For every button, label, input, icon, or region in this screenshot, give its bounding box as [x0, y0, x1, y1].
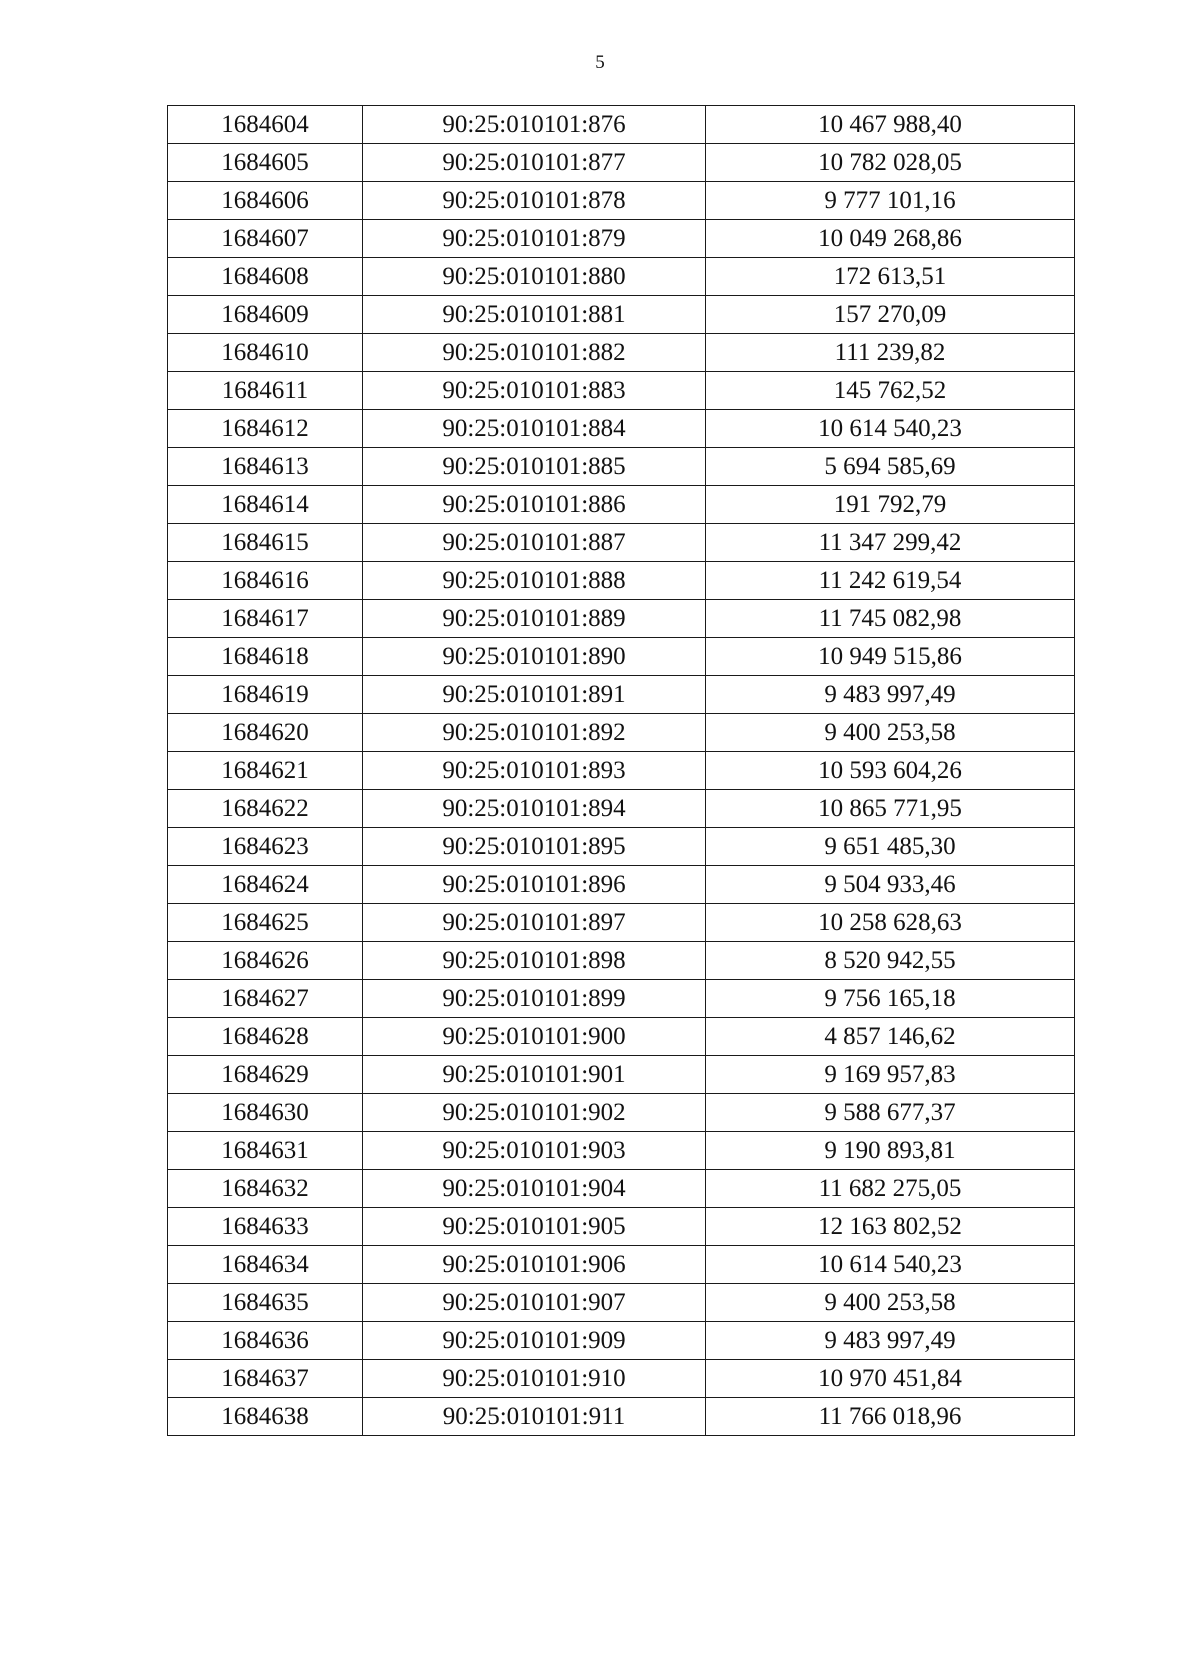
- row-id-cell: 1684616: [168, 562, 363, 600]
- row-id-cell: 1684627: [168, 980, 363, 1018]
- value-cell: 9 483 997,49: [706, 1322, 1075, 1360]
- cadastral-number-cell: 90:25:010101:879: [363, 220, 706, 258]
- table-row: [168, 942, 1075, 980]
- cadastral-number-cell: 90:25:010101:906: [363, 1246, 706, 1284]
- table-row: [168, 258, 1075, 296]
- cadastral-number-cell: 90:25:010101:903: [363, 1132, 706, 1170]
- row-id-cell: 1684630: [168, 1094, 363, 1132]
- row-id-cell: 1684626: [168, 942, 363, 980]
- cadastral-number-cell: 90:25:010101:886: [363, 486, 706, 524]
- value-cell: 9 777 101,16: [706, 182, 1075, 220]
- value-cell: 9 400 253,58: [706, 1284, 1075, 1322]
- cadastral-number-cell: 90:25:010101:897: [363, 904, 706, 942]
- value-cell: 191 792,79: [706, 486, 1075, 524]
- row-id-cell: 1684610: [168, 334, 363, 372]
- value-cell: 11 766 018,96: [706, 1398, 1075, 1436]
- value-cell: 111 239,82: [706, 334, 1075, 372]
- row-id-cell: 1684614: [168, 486, 363, 524]
- row-id-cell: 1684628: [168, 1018, 363, 1056]
- row-id-cell: 1684633: [168, 1208, 363, 1246]
- table-row: [168, 866, 1075, 904]
- cadastral-number-cell: 90:25:010101:889: [363, 600, 706, 638]
- row-id-cell: 1684624: [168, 866, 363, 904]
- value-cell: 10 970 451,84: [706, 1360, 1075, 1398]
- row-id-cell: 1684613: [168, 448, 363, 486]
- cadastral-number-cell: 90:25:010101:899: [363, 980, 706, 1018]
- cadastral-number-cell: 90:25:010101:900: [363, 1018, 706, 1056]
- table-row: [168, 1398, 1075, 1436]
- table-row: [168, 1018, 1075, 1056]
- table-row: [168, 1132, 1075, 1170]
- table-row: [168, 106, 1075, 144]
- row-id-cell: 1684631: [168, 1132, 363, 1170]
- value-cell: 145 762,52: [706, 372, 1075, 410]
- value-cell: 11 347 299,42: [706, 524, 1075, 562]
- cadastral-number-cell: 90:25:010101:876: [363, 106, 706, 144]
- value-cell: 10 782 028,05: [706, 144, 1075, 182]
- value-cell: 4 857 146,62: [706, 1018, 1075, 1056]
- cadastral-number-cell: 90:25:010101:890: [363, 638, 706, 676]
- table-row: [168, 1170, 1075, 1208]
- cadastral-number-cell: 90:25:010101:887: [363, 524, 706, 562]
- value-cell: 10 049 268,86: [706, 220, 1075, 258]
- table-row: [168, 448, 1075, 486]
- cadastral-number-cell: 90:25:010101:884: [363, 410, 706, 448]
- cadastral-number-cell: 90:25:010101:877: [363, 144, 706, 182]
- cadastral-number-cell: 90:25:010101:909: [363, 1322, 706, 1360]
- row-id-cell: 1684638: [168, 1398, 363, 1436]
- row-id-cell: 1684611: [168, 372, 363, 410]
- value-cell: 8 520 942,55: [706, 942, 1075, 980]
- cadastral-number-cell: 90:25:010101:907: [363, 1284, 706, 1322]
- value-cell: 9 190 893,81: [706, 1132, 1075, 1170]
- table-row: [168, 1360, 1075, 1398]
- table-row: [168, 980, 1075, 1018]
- value-cell: 157 270,09: [706, 296, 1075, 334]
- cadastral-number-cell: 90:25:010101:910: [363, 1360, 706, 1398]
- value-cell: 172 613,51: [706, 258, 1075, 296]
- row-id-cell: 1684634: [168, 1246, 363, 1284]
- value-cell: 10 949 515,86: [706, 638, 1075, 676]
- row-id-cell: 1684619: [168, 676, 363, 714]
- table-row: [168, 220, 1075, 258]
- row-id-cell: 1684612: [168, 410, 363, 448]
- value-cell: 11 682 275,05: [706, 1170, 1075, 1208]
- value-cell: 10 865 771,95: [706, 790, 1075, 828]
- table-row: [168, 486, 1075, 524]
- cadastral-number-cell: 90:25:010101:904: [363, 1170, 706, 1208]
- cadastral-number-cell: 90:25:010101:892: [363, 714, 706, 752]
- value-cell: 9 483 997,49: [706, 676, 1075, 714]
- value-cell: 10 614 540,23: [706, 410, 1075, 448]
- row-id-cell: 1684637: [168, 1360, 363, 1398]
- row-id-cell: 1684636: [168, 1322, 363, 1360]
- cadastral-number-cell: 90:25:010101:893: [363, 752, 706, 790]
- row-id-cell: 1684629: [168, 1056, 363, 1094]
- value-cell: 9 400 253,58: [706, 714, 1075, 752]
- row-id-cell: 1684621: [168, 752, 363, 790]
- row-id-cell: 1684617: [168, 600, 363, 638]
- table-row: [168, 904, 1075, 942]
- value-cell: 10 614 540,23: [706, 1246, 1075, 1284]
- table-row: [168, 714, 1075, 752]
- registry-table-body: [168, 106, 1075, 1436]
- table-row: [168, 372, 1075, 410]
- row-id-cell: 1684622: [168, 790, 363, 828]
- value-cell: 10 258 628,63: [706, 904, 1075, 942]
- cadastral-number-cell: 90:25:010101:898: [363, 942, 706, 980]
- table-row: [168, 828, 1075, 866]
- cadastral-number-cell: 90:25:010101:880: [363, 258, 706, 296]
- value-cell: 9 504 933,46: [706, 866, 1075, 904]
- table-row: [168, 1094, 1075, 1132]
- cadastral-number-cell: 90:25:010101:878: [363, 182, 706, 220]
- row-id-cell: 1684615: [168, 524, 363, 562]
- cadastral-number-cell: 90:25:010101:896: [363, 866, 706, 904]
- row-id-cell: 1684618: [168, 638, 363, 676]
- value-cell: 5 694 585,69: [706, 448, 1075, 486]
- value-cell: 10 593 604,26: [706, 752, 1075, 790]
- cadastral-number-cell: 90:25:010101:905: [363, 1208, 706, 1246]
- table-row: [168, 1246, 1075, 1284]
- row-id-cell: 1684607: [168, 220, 363, 258]
- cadastral-number-cell: 90:25:010101:902: [363, 1094, 706, 1132]
- value-cell: 9 169 957,83: [706, 1056, 1075, 1094]
- row-id-cell: 1684635: [168, 1284, 363, 1322]
- cadastral-number-cell: 90:25:010101:885: [363, 448, 706, 486]
- table-row: [168, 1056, 1075, 1094]
- value-cell: 11 745 082,98: [706, 600, 1075, 638]
- table-row: [168, 334, 1075, 372]
- row-id-cell: 1684620: [168, 714, 363, 752]
- row-id-cell: 1684604: [168, 106, 363, 144]
- value-cell: 11 242 619,54: [706, 562, 1075, 600]
- value-cell: 9 756 165,18: [706, 980, 1075, 1018]
- cadastral-number-cell: 90:25:010101:901: [363, 1056, 706, 1094]
- cadastral-number-cell: 90:25:010101:888: [363, 562, 706, 600]
- row-id-cell: 1684606: [168, 182, 363, 220]
- cadastral-number-cell: 90:25:010101:883: [363, 372, 706, 410]
- value-cell: 10 467 988,40: [706, 106, 1075, 144]
- table-row: [168, 752, 1075, 790]
- cadastral-number-cell: 90:25:010101:891: [363, 676, 706, 714]
- cadastral-number-cell: 90:25:010101:894: [363, 790, 706, 828]
- cadastral-number-cell: 90:25:010101:895: [363, 828, 706, 866]
- table-row: [168, 182, 1075, 220]
- table-row: [168, 1322, 1075, 1360]
- table-row: [168, 524, 1075, 562]
- table-row: [168, 1208, 1075, 1246]
- registry-table: [167, 105, 1075, 1436]
- cadastral-number-cell: 90:25:010101:911: [363, 1398, 706, 1436]
- row-id-cell: 1684609: [168, 296, 363, 334]
- value-cell: 9 588 677,37: [706, 1094, 1075, 1132]
- cadastral-number-cell: 90:25:010101:882: [363, 334, 706, 372]
- cadastral-number-cell: 90:25:010101:881: [363, 296, 706, 334]
- value-cell: 9 651 485,30: [706, 828, 1075, 866]
- table-row: [168, 144, 1075, 182]
- table-row: [168, 790, 1075, 828]
- table-row: [168, 600, 1075, 638]
- table-row: [168, 676, 1075, 714]
- row-id-cell: 1684632: [168, 1170, 363, 1208]
- table-row: [168, 638, 1075, 676]
- table-row: [168, 410, 1075, 448]
- row-id-cell: 1684605: [168, 144, 363, 182]
- row-id-cell: 1684608: [168, 258, 363, 296]
- value-cell: 12 163 802,52: [706, 1208, 1075, 1246]
- table-row: [168, 296, 1075, 334]
- page-number: 5: [595, 52, 605, 73]
- table-row: [168, 562, 1075, 600]
- row-id-cell: 1684623: [168, 828, 363, 866]
- row-id-cell: 1684625: [168, 904, 363, 942]
- table-row: [168, 1284, 1075, 1322]
